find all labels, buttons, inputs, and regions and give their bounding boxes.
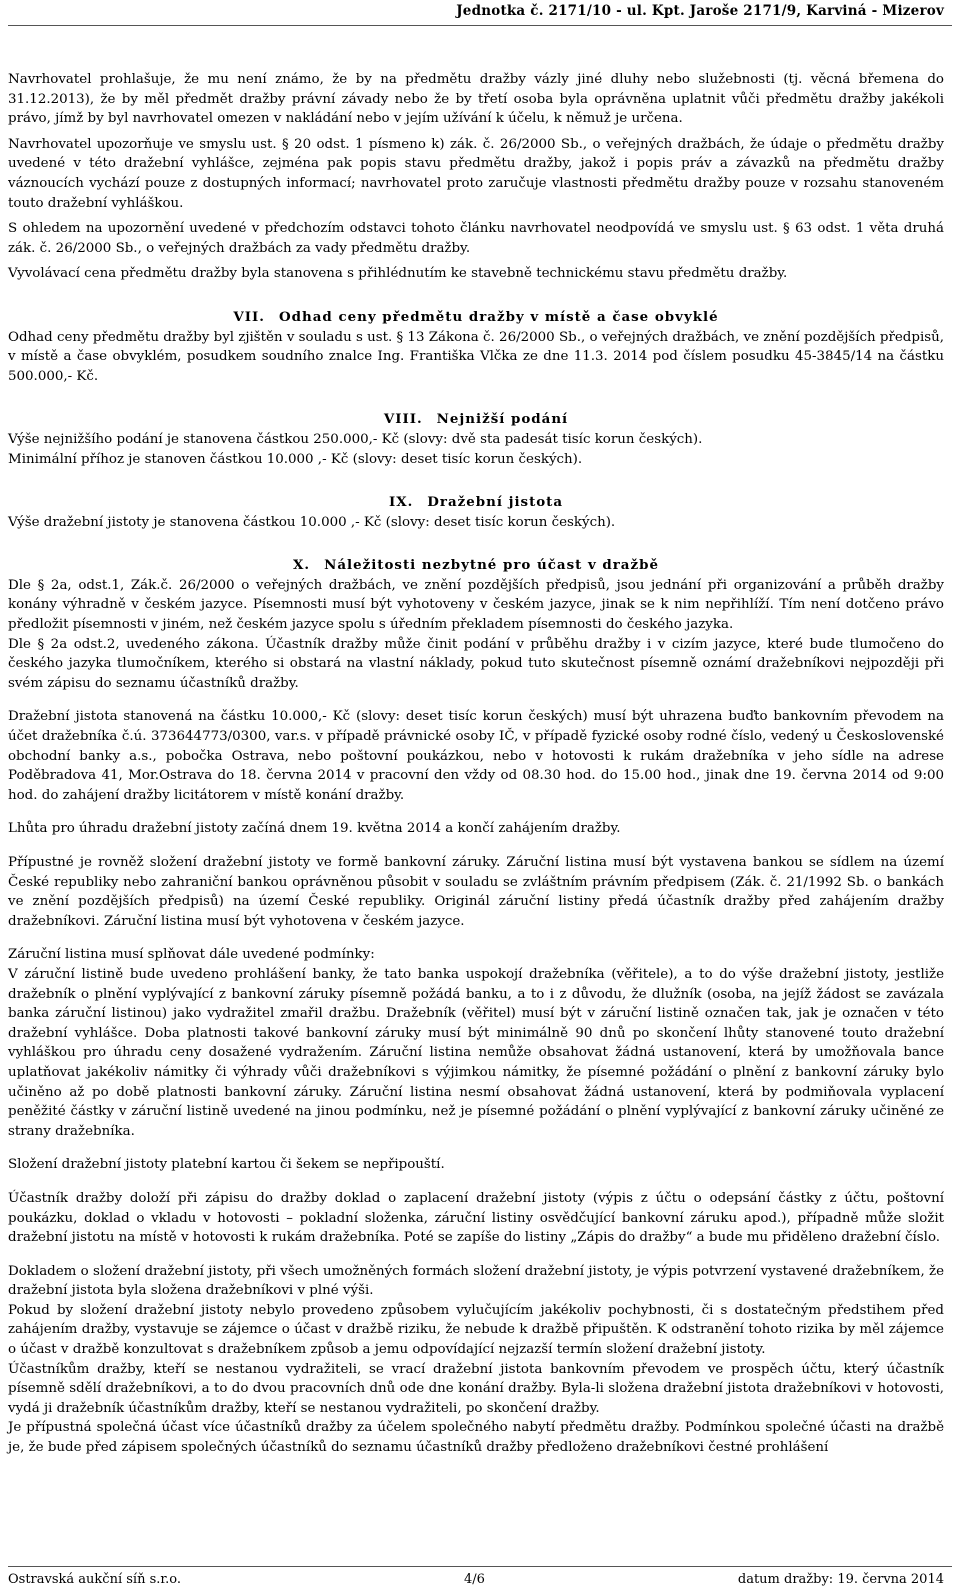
paragraph: Dle § 2a odst.2, uvedeného zákona. Účastník dražby může činit podání v průběhu dražby i v cizím jazyce, které bude tlumočeno do českého jazyka tlumočníkem, kterého si obstará na vlastní náklady, pokud tuto skutečnost písemně oznámí dražebníkovi nejpozději při svém zápisu do seznamu účastníků dražby.: [8, 636, 944, 691]
paragraph: Dle § 2a, odst.1, Zák.č. 26/2000 o veřejných dražbách, ve znění pozdějších předpisů, jsou jednání při organizování a průběh dražby konány výhradně v českém jazyce. Písemnosti musí být vyhotoveny v českém jazyce, jinak se k nim nepřihlíží. Tím není dotčeno právo předložit písemnosti v jiném, než českém jazyce spolu s úředním překladem písemnosti do českého jazyka.: [8, 577, 944, 633]
section-number: IX.: [388, 494, 414, 511]
paragraph: Dokladem o složení dražební jistoty, při všech umožněných formách složení dražební jistoty, je výpis potvrzení vystavené dražebníkem, že dražební jistota byla složena dražebníkovi v plné výši.: [8, 1263, 944, 1299]
header-rule: [8, 25, 952, 26]
paragraph: Přípustné je rovněž složení dražební jistoty ve formě bankovní záruky. Záruční listina musí být vystavena bankou se sídlem na území České republiky nebo zahraniční bankou oprávněnou působit v souladu se zvláštním právním předpisem (Zák. č. 21/1992 Sb. o bankách ve znění pozdějších předpisů) na území České republiky. Originál záruční listiny předá účastník dražby před zahájením dražby dražebníkovi. Záruční listina musí být vyhotovena v českém jazyce.: [8, 855, 944, 929]
paragraph: Záruční listina musí splňovat dále uvedené podmínky:: [8, 947, 375, 963]
section-number: X.: [293, 557, 311, 574]
paragraph: Dražební jistota stanovená na částku 10.000,- Kč (slovy: deset tisíc korun českých) musí být uhrazena buďto bankovním převodem na účet dražebníka č.ú. 373644773/0300, var.s. v případě právnické osoby IČ, v případě fyzické osoby rodné číslo, vedený u Československé obchodní banky a.s., pobočka Ostrava, nebo poštovní poukázkou, nebo v hotovosti k rukám dražebníka v jeho sídle na adrese Poděbradova 41, Mor.Ostrava do 18. června 2014 v pracovní den vždy od 08.30 hod. do 15.00 hod., jinak dne 19. června 2014 od 9:00 hod. do zahájení dražby licitátorem v místě konání dražby.: [8, 709, 944, 803]
paragraph: Výše dražební jistoty je stanovena částkou 10.000 ,- Kč (slovy: deset tisíc korun českých).: [8, 514, 616, 530]
paragraph: V záruční listině bude uvedeno prohlášení banky, že tato banka uspokojí dražebníka (věřitele), a to do výše dražební jistoty, jestliže dražebník o plnění vyplývající z bankovní záruky písemně požádá banku, a to i z důvodu, že dlužník (osoba, na jejíž žádost se zavázala banka záruční listinou) jako vydražitel zmařil dražbu. Dražebník (věřitel) musí být v záruční listině označen tak, jak je označen v této dražební vyhlášce. Doba platnosti takové bankovní záruky musí být minimálně 90 dnů po skončení lhůty stanovené touto dražební vyhláškou pro úhradu ceny dosažené vydražením. Záruční listina nemůže obsahovat žádná ustanovení, která by umožňovala bance uplatňovat jakékoliv námitky či výhrady vůči dražebníkovi s výjimkou námitky, že písemné požádání o plnění z bankovní záruky bylo učiněno až po době platnosti bankovní záruky. Záruční listina nesmí obsahovat žádná ustanovení, která by podmiňovala vyplacení peněžité částky v záruční listině uvedené na jinou podmínku, než je písemné požádání o plnění vyplývající z bankovní záruky učiněné ze strany dražebníka.: [8, 966, 944, 1139]
section-heading-ix: [8, 493, 944, 513]
paragraph: Lhůta pro úhradu dražební jistoty začíná dnem 19. května 2014 a končí zahájením dražby.: [8, 821, 621, 837]
paragraph: Navrhovatel prohlašuje, že mu není známo, že by na předmětu dražby vázly jiné dluhy nebo služebnosti (tj. věcná břemena do 31.12.2013), že by měl předmět dražby právní závady nebo že by třetí osoba byla oprávněna uplatnit vůči předmětu dražby jakékoli právo, jímž by byl navrhovatel omezen v nakládání nebo v jejím užívání k účelu, k němuž je určena.: [8, 72, 944, 127]
section-title: Náležitosti nezbytné pro účast v dražbě: [324, 557, 659, 574]
footer-auction-date: datum dražby: 19. června 2014: [737, 1572, 944, 1587]
section-title: Dražební jistota: [427, 494, 564, 511]
paragraph: Odhad ceny předmětu dražby byl zjištěn v souladu s ust. § 13 Zákona č. 26/2000 Sb., o veřejných dražbách, ve znění pozdějších předpisů, v místě a čase obvyklém, posudkem soudního znalce Ing. Františka Vlčka ze dne 11.3. 2014 pod číslem posudku 45-3845/14 na částku 500.000,- Kč.: [8, 329, 944, 384]
page-footer: [8, 1568, 944, 1590]
section-number: VII.: [233, 308, 265, 325]
section-title: Odhad ceny předmětu dražby v místě a čase obvyklé: [278, 308, 719, 325]
paragraph: Složení dražební jistoty platební kartou či šekem se nepřipouští.: [8, 1157, 445, 1173]
paragraph: Minimální příhoz je stanoven částkou 10.000 ,- Kč (slovy: deset tisíc korun českých).: [8, 451, 583, 467]
paragraph: Účastník dražby doloží při zápisu do dražby doklad o zaplacení dražební jistoty (výpis z účtu o odepsání částky z účtu, poštovní poukázku, doklad o vkladu v hotovosti – pokladní složenka, záruční listiny osvědčující bankovní záruku apod.), případně může složit dražební jistotu na místě v hotovosti k rukám dražebníka. Poté se zapíše do listiny „Zápis do dražby“ a bude mu přiděleno dražební číslo.: [8, 1190, 944, 1246]
paragraph: Je přípustná společná účast více účastníků dražby za účelem společného nabytí předmětu dražby. Podmínkou společné účasti na dražbě je, že bude před zápisem společných účastníků do seznamu účastníků dražby předloženo dražebníkovi čestné prohlášení: [8, 1420, 944, 1456]
footer-rule: [8, 1566, 952, 1567]
page-header: Jednotka č. 2171/10 - ul. Kpt. Jaroše 2171/9, Karviná - Mizerov: [456, 3, 944, 19]
footer-company: Ostravská aukční síň s.r.o.: [8, 1572, 182, 1587]
section-heading-viii: [8, 410, 944, 430]
paragraph: Vyvolávací cena předmětu dražby byla stanovena s přihlédnutím ke stavebně technickému stavu předmětu dražby.: [8, 266, 788, 282]
paragraph: S ohledem na upozornění uvedené v předchozím odstavci tohoto článku navrhovatel neodpovídá ve smyslu ust. § 63 odst. 1 věta druhá zák. č. 26/2000 Sb., o veřejných dražbách za vady předmětu dražby.: [8, 221, 944, 256]
section-heading-vii: [8, 308, 944, 328]
footer-page-number: 4/6: [464, 1572, 485, 1587]
section-number: VIII.: [383, 411, 423, 428]
paragraph: Výše nejnižšího podání je stanovena částkou 250.000,- Kč (slovy: dvě sta padesát tisíc korun českých).: [8, 431, 703, 447]
section-heading-x: [8, 556, 944, 576]
paragraph: Navrhovatel upozorňuje ve smyslu ust. § 20 odst. 1 písmeno k) zák. č. 26/2000 Sb., o veřejných dražbách, že údaje o předmětu dražby uvedené v této dražební vyhlášce, zejména pak popis stavu předmětu dražby, jakož i popis práv a závazků na předmětu dražby váznoucích vychází pouze z dostupných informací; navrhovatel proto zaručuje vlastnosti předmětu dražby pouze v rozsahu stanoveném touto dražební vyhláškou.: [8, 136, 944, 211]
section-title: Nejnižší podání: [436, 411, 569, 428]
paragraph: Účastníkům dražby, kteří se nestanou vydražiteli, se vrací dražební jistota bankovním převodem ve prospěch účtu, který účastník písemně sdělí dražebníkovi, a to do dvou pracovních dnů ode dne konání dražby. Byla-li složena dražební jistota dražebníkovi v hotovosti, vydá ji dražebník účastníkům dražby, kteří se nestanou vydražiteli, po skončení dražby.: [8, 1361, 944, 1416]
document-body: [8, 70, 944, 1458]
paragraph: Pokud by složení dražební jistoty nebylo provedeno způsobem vylučujícím jakékoliv pochybnosti, či s dostatečným předstihem před zahájením dražby, vystavuje se zájemce o účast v dražbě riziku, že nebude k dražbě připuštěn. K odstranění tohoto rizika by měl zájemce o účast v dražbě konzultovat s dražebníkem způsob a jemu odpovídající nejzazší termín složení dražební jistoty.: [8, 1302, 944, 1358]
